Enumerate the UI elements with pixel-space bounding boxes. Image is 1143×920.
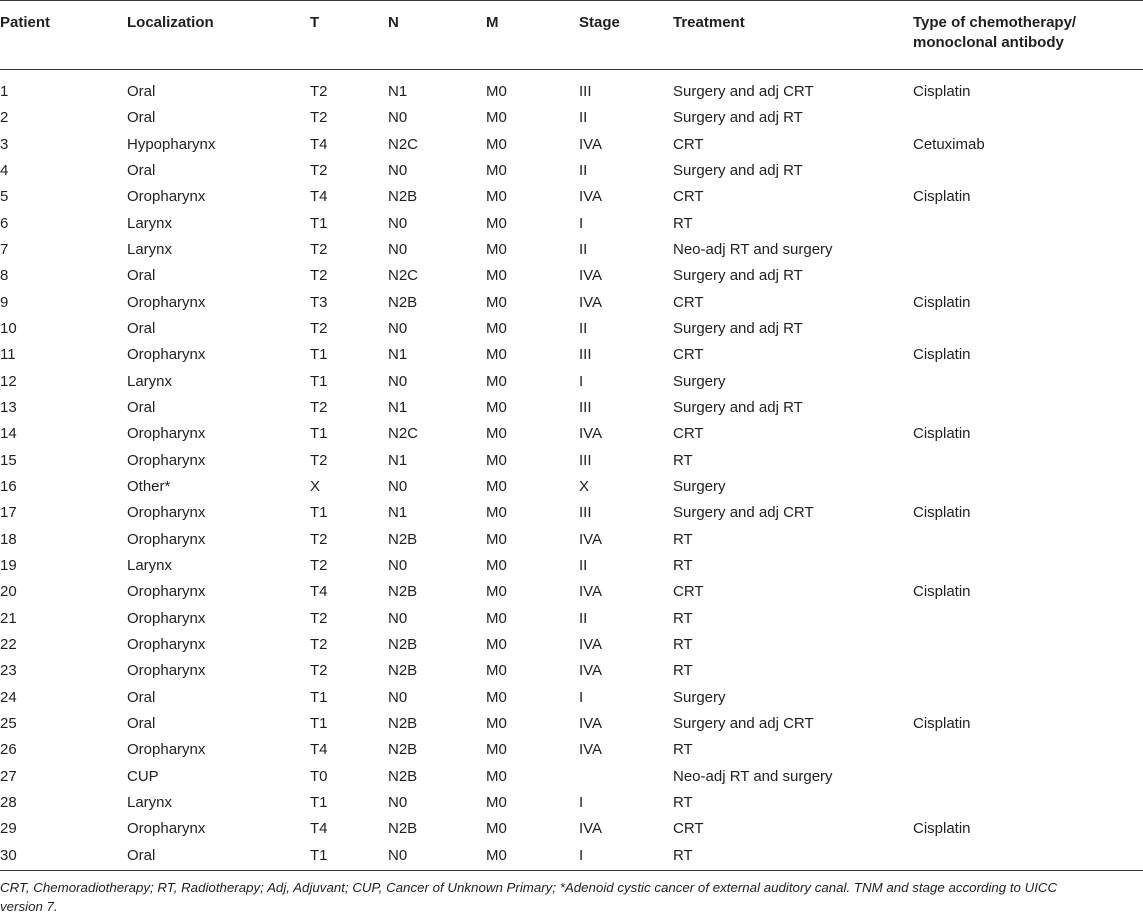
cell-stage: IVA bbox=[579, 530, 603, 548]
cell-localization: Oral bbox=[127, 162, 156, 180]
table-row bbox=[0, 764, 1143, 790]
cell-stage: IVA bbox=[579, 135, 603, 153]
cell-t: T2 bbox=[310, 530, 328, 548]
table-row bbox=[0, 816, 1143, 842]
cell-localization: Larynx bbox=[127, 241, 173, 259]
cell-treatment: RT bbox=[673, 214, 693, 232]
cell-chemotherapy bbox=[913, 606, 1143, 632]
cell-n: N1 bbox=[388, 451, 408, 469]
cell-t: T4 bbox=[310, 135, 328, 153]
cell-stage: II bbox=[579, 241, 588, 259]
cell-chemotherapy: Cetuximab bbox=[913, 135, 985, 153]
cell-patient: 9 bbox=[0, 293, 9, 311]
cell-patient: 4 bbox=[0, 162, 9, 180]
cell-t: T2 bbox=[310, 662, 328, 680]
cell-patient: 29 bbox=[0, 820, 17, 838]
cell-t: T2 bbox=[310, 399, 328, 417]
cell-patient: 1 bbox=[0, 83, 9, 101]
cell-m: M0 bbox=[486, 662, 507, 680]
cell-chemotherapy: Cisplatin bbox=[913, 188, 971, 206]
cell-localization: Oropharynx bbox=[127, 346, 206, 364]
cell-chemotherapy bbox=[913, 369, 1143, 395]
cell-patient: 23 bbox=[0, 662, 17, 680]
cell-stage: I bbox=[579, 214, 584, 232]
cell-chemotherapy bbox=[913, 764, 1143, 790]
cell-n: N2B bbox=[388, 530, 418, 548]
cell-n: N1 bbox=[388, 346, 408, 364]
cell-treatment: Neo-adj RT and surgery bbox=[673, 767, 833, 785]
cell-chemotherapy bbox=[913, 737, 1143, 763]
table-row bbox=[0, 685, 1143, 711]
table-row bbox=[0, 263, 1143, 289]
table-row bbox=[0, 500, 1143, 526]
table-row bbox=[0, 342, 1143, 368]
cell-t: T2 bbox=[310, 451, 328, 469]
cell-localization: Oral bbox=[127, 267, 156, 285]
cell-chemotherapy: Cisplatin bbox=[913, 504, 971, 522]
cell-t: T2 bbox=[310, 241, 328, 259]
table-row bbox=[0, 448, 1143, 474]
cell-t: T4 bbox=[310, 741, 328, 759]
cell-chemotherapy: Cisplatin bbox=[913, 425, 971, 443]
cell-m: M0 bbox=[486, 794, 507, 812]
cell-m: M0 bbox=[486, 372, 507, 390]
cell-localization: Larynx bbox=[127, 557, 173, 575]
cell-patient: 25 bbox=[0, 715, 17, 733]
table-row bbox=[0, 843, 1143, 869]
cell-n: N2B bbox=[388, 741, 418, 759]
cell-localization: Oropharynx bbox=[127, 583, 206, 601]
cell-t: T4 bbox=[310, 188, 328, 206]
table-row bbox=[0, 527, 1143, 553]
table-footnote bbox=[0, 878, 1143, 916]
cell-n: N0 bbox=[388, 688, 408, 706]
cell-localization: Oral bbox=[127, 715, 156, 733]
cell-treatment: Surgery and adj RT bbox=[673, 320, 803, 338]
cell-localization: Oropharynx bbox=[127, 741, 206, 759]
column-header-n: N bbox=[388, 14, 399, 31]
table-row bbox=[0, 69, 1143, 105]
cell-chemotherapy bbox=[913, 685, 1143, 711]
table-row bbox=[0, 237, 1143, 263]
cell-stage: III bbox=[579, 83, 592, 101]
cell-treatment: CRT bbox=[673, 583, 704, 601]
cell-treatment: Surgery and adj CRT bbox=[673, 504, 814, 522]
cell-t: T1 bbox=[310, 346, 328, 364]
cell-patient: 10 bbox=[0, 320, 17, 338]
table-row bbox=[0, 790, 1143, 816]
cell-m: M0 bbox=[486, 346, 507, 364]
cell-patient: 13 bbox=[0, 399, 17, 417]
cell-localization: Oral bbox=[127, 320, 156, 338]
cell-chemotherapy bbox=[913, 158, 1143, 184]
cell-stage: IVA bbox=[579, 188, 603, 206]
cell-n: N2B bbox=[388, 188, 418, 206]
cell-patient: 19 bbox=[0, 557, 17, 575]
cell-m: M0 bbox=[486, 109, 507, 127]
cell-stage: II bbox=[579, 557, 588, 575]
cell-stage: II bbox=[579, 609, 588, 627]
cell-treatment: RT bbox=[673, 557, 693, 575]
cell-n: N1 bbox=[388, 83, 408, 101]
cell-treatment: Surgery bbox=[673, 688, 726, 706]
column-header-t: T bbox=[310, 14, 320, 31]
cell-treatment: Surgery and adj CRT bbox=[673, 83, 814, 101]
cell-n: N2C bbox=[388, 425, 419, 443]
cell-t: T2 bbox=[310, 609, 328, 627]
cell-m: M0 bbox=[486, 478, 507, 496]
cell-n: N0 bbox=[388, 109, 408, 127]
cell-treatment: Surgery and adj RT bbox=[673, 109, 803, 127]
cell-n: N2B bbox=[388, 293, 418, 311]
cell-patient: 8 bbox=[0, 267, 9, 285]
table-row bbox=[0, 290, 1143, 316]
cell-m: M0 bbox=[486, 399, 507, 417]
cell-stage: II bbox=[579, 320, 588, 338]
cell-chemotherapy: Cisplatin bbox=[913, 820, 971, 838]
cell-chemotherapy bbox=[913, 553, 1143, 579]
cell-localization: Oropharynx bbox=[127, 820, 206, 838]
cell-patient: 3 bbox=[0, 135, 9, 153]
cell-treatment: CRT bbox=[673, 188, 704, 206]
cell-treatment: RT bbox=[673, 741, 693, 759]
table-row bbox=[0, 474, 1143, 500]
cell-localization: Oropharynx bbox=[127, 293, 206, 311]
cell-stage: I bbox=[579, 794, 584, 812]
cell-treatment: Surgery and adj CRT bbox=[673, 715, 814, 733]
cell-n: N0 bbox=[388, 241, 408, 259]
table-row bbox=[0, 211, 1143, 237]
cell-treatment: CRT bbox=[673, 425, 704, 443]
cell-m: M0 bbox=[486, 267, 507, 285]
cell-stage bbox=[579, 764, 673, 790]
column-header-m: M bbox=[486, 14, 499, 31]
cell-t: T2 bbox=[310, 267, 328, 285]
cell-chemotherapy bbox=[913, 474, 1143, 500]
cell-n: N0 bbox=[388, 794, 408, 812]
cell-n: N0 bbox=[388, 478, 408, 496]
cell-stage: I bbox=[579, 372, 584, 390]
cell-treatment: RT bbox=[673, 451, 693, 469]
table-row bbox=[0, 132, 1143, 158]
cell-stage: IVA bbox=[579, 293, 603, 311]
column-header-patient: Patient bbox=[0, 14, 51, 31]
cell-t: T1 bbox=[310, 372, 328, 390]
cell-stage: III bbox=[579, 346, 592, 364]
cell-chemotherapy bbox=[913, 263, 1143, 289]
cell-localization: Larynx bbox=[127, 372, 173, 390]
cell-patient: 26 bbox=[0, 741, 17, 759]
table-row bbox=[0, 105, 1143, 131]
cell-t: T0 bbox=[310, 767, 328, 785]
cell-chemotherapy bbox=[913, 527, 1143, 553]
cell-t: T2 bbox=[310, 109, 328, 127]
cell-localization: Oral bbox=[127, 399, 156, 417]
cell-t: T3 bbox=[310, 293, 328, 311]
cell-n: N1 bbox=[388, 399, 408, 417]
cell-m: M0 bbox=[486, 188, 507, 206]
cell-treatment: Surgery and adj RT bbox=[673, 267, 803, 285]
cell-t: T2 bbox=[310, 557, 328, 575]
table-header-row bbox=[0, 0, 1143, 69]
cell-m: M0 bbox=[486, 820, 507, 838]
cell-chemotherapy bbox=[913, 237, 1143, 263]
cell-n: N0 bbox=[388, 162, 408, 180]
cell-treatment: RT bbox=[673, 794, 693, 812]
cell-t: T2 bbox=[310, 83, 328, 101]
cell-patient: 21 bbox=[0, 609, 17, 627]
cell-m: M0 bbox=[486, 214, 507, 232]
cell-t: T1 bbox=[310, 504, 328, 522]
table-row bbox=[0, 737, 1143, 763]
table-row bbox=[0, 395, 1143, 421]
table-body bbox=[0, 69, 1143, 869]
cell-patient: 15 bbox=[0, 451, 17, 469]
cell-t: T1 bbox=[310, 846, 328, 864]
cell-localization: Larynx bbox=[127, 214, 173, 232]
cell-chemotherapy: Cisplatin bbox=[913, 293, 971, 311]
cell-stage: IVA bbox=[579, 425, 603, 443]
cell-t: T1 bbox=[310, 715, 328, 733]
cell-t: T2 bbox=[310, 636, 328, 654]
column-header-chemotherapy bbox=[913, 0, 1143, 69]
cell-treatment: Surgery and adj RT bbox=[673, 399, 803, 417]
cell-treatment: Neo-adj RT and surgery bbox=[673, 241, 833, 259]
cell-treatment: RT bbox=[673, 846, 693, 864]
cell-treatment: CRT bbox=[673, 820, 704, 838]
cell-m: M0 bbox=[486, 741, 507, 759]
cell-stage: X bbox=[579, 478, 590, 496]
cell-t: T4 bbox=[310, 820, 328, 838]
cell-stage: III bbox=[579, 504, 592, 522]
cell-chemotherapy bbox=[913, 658, 1143, 684]
column-header-localization: Localization bbox=[127, 14, 214, 31]
cell-patient: 14 bbox=[0, 425, 17, 443]
cell-t: T1 bbox=[310, 425, 328, 443]
cell-n: N0 bbox=[388, 214, 408, 232]
cell-n: N2B bbox=[388, 767, 418, 785]
cell-treatment: Surgery bbox=[673, 478, 726, 496]
cell-treatment: Surgery and adj RT bbox=[673, 162, 803, 180]
cell-patient: 17 bbox=[0, 504, 17, 522]
cell-stage: II bbox=[579, 109, 588, 127]
cell-t: T1 bbox=[310, 214, 328, 232]
cell-t: T1 bbox=[310, 794, 328, 812]
cell-patient: 18 bbox=[0, 530, 17, 548]
cell-treatment: RT bbox=[673, 636, 693, 654]
table-row bbox=[0, 369, 1143, 395]
cell-m: M0 bbox=[486, 504, 507, 522]
cell-m: M0 bbox=[486, 557, 507, 575]
cell-localization: Oropharynx bbox=[127, 662, 206, 680]
cell-localization: Oral bbox=[127, 109, 156, 127]
cell-n: N2B bbox=[388, 636, 418, 654]
cell-m: M0 bbox=[486, 530, 507, 548]
cell-patient: 11 bbox=[0, 346, 16, 364]
cell-stage: IVA bbox=[579, 583, 603, 601]
cell-localization: Oral bbox=[127, 846, 156, 864]
cell-n: N0 bbox=[388, 846, 408, 864]
footnote-line-2: version 7. bbox=[0, 899, 58, 914]
cell-t: X bbox=[310, 478, 321, 496]
cell-localization: Oropharynx bbox=[127, 530, 206, 548]
cell-localization: Oropharynx bbox=[127, 425, 206, 443]
cell-stage: IVA bbox=[579, 741, 603, 759]
cell-m: M0 bbox=[486, 162, 507, 180]
cell-localization: Oropharynx bbox=[127, 451, 206, 469]
cell-treatment: RT bbox=[673, 530, 693, 548]
cell-m: M0 bbox=[486, 846, 507, 864]
cell-patient: 7 bbox=[0, 241, 9, 259]
cell-localization: Oral bbox=[127, 83, 156, 101]
cell-n: N2B bbox=[388, 715, 418, 733]
cell-stage: III bbox=[579, 451, 592, 469]
cell-n: N2C bbox=[388, 135, 419, 153]
cell-treatment: Surgery bbox=[673, 372, 726, 390]
column-header-chemotherapy-line-1: Type of chemotherapy/ bbox=[913, 14, 1077, 31]
cell-localization: Oropharynx bbox=[127, 188, 206, 206]
cell-treatment: CRT bbox=[673, 346, 704, 364]
cell-m: M0 bbox=[486, 83, 507, 101]
table-bottom-rule bbox=[0, 870, 1143, 871]
cell-t: T1 bbox=[310, 688, 328, 706]
cell-patient: 2 bbox=[0, 109, 9, 127]
cell-n: N2B bbox=[388, 820, 418, 838]
cell-localization: Oropharynx bbox=[127, 636, 206, 654]
table-row bbox=[0, 579, 1143, 605]
cell-m: M0 bbox=[486, 636, 507, 654]
column-header-stage: Stage bbox=[579, 14, 620, 31]
cell-m: M0 bbox=[486, 583, 507, 601]
cell-stage: I bbox=[579, 688, 584, 706]
column-header-treatment: Treatment bbox=[673, 14, 745, 31]
cell-treatment: CRT bbox=[673, 135, 704, 153]
cell-m: M0 bbox=[486, 609, 507, 627]
cell-m: M0 bbox=[486, 767, 507, 785]
cell-patient: 5 bbox=[0, 188, 9, 206]
cell-m: M0 bbox=[486, 451, 507, 469]
cell-stage: I bbox=[579, 846, 584, 864]
cell-n: N2B bbox=[388, 583, 418, 601]
footnote-line-1: CRT, Chemoradiotherapy; RT, Radiotherapy; Adj, Adjuvant; CUP, Cancer of Unknown Primary; *Adenoid cystic cancer of external auditory canal. TNM and stage according to UICC bbox=[0, 880, 1058, 895]
cell-localization: Hypopharynx bbox=[127, 135, 216, 153]
cell-localization: Oropharynx bbox=[127, 504, 206, 522]
cell-n: N0 bbox=[388, 320, 408, 338]
cell-t: T2 bbox=[310, 320, 328, 338]
cell-patient: 24 bbox=[0, 688, 17, 706]
cell-stage: II bbox=[579, 162, 588, 180]
cell-localization: Other* bbox=[127, 478, 171, 496]
cell-chemotherapy bbox=[913, 843, 1143, 869]
table-row bbox=[0, 158, 1143, 184]
cell-stage: IVA bbox=[579, 662, 603, 680]
cell-chemotherapy bbox=[913, 105, 1143, 131]
cell-m: M0 bbox=[486, 715, 507, 733]
cell-stage: III bbox=[579, 399, 592, 417]
cell-treatment: CRT bbox=[673, 293, 704, 311]
cell-m: M0 bbox=[486, 425, 507, 443]
table-row bbox=[0, 553, 1143, 579]
cell-chemotherapy: Cisplatin bbox=[913, 83, 971, 101]
table-row bbox=[0, 184, 1143, 210]
cell-chemotherapy: Cisplatin bbox=[913, 346, 971, 364]
cell-m: M0 bbox=[486, 241, 507, 259]
cell-localization: CUP bbox=[127, 767, 159, 785]
cell-stage: IVA bbox=[579, 636, 603, 654]
table-row bbox=[0, 632, 1143, 658]
cell-m: M0 bbox=[486, 293, 507, 311]
cell-n: N2C bbox=[388, 267, 419, 285]
cell-patient: 6 bbox=[0, 214, 9, 232]
cell-chemotherapy bbox=[913, 448, 1143, 474]
cell-n: N2B bbox=[388, 662, 418, 680]
cell-patient: 22 bbox=[0, 636, 17, 654]
cell-m: M0 bbox=[486, 135, 507, 153]
cell-patient: 27 bbox=[0, 767, 17, 785]
table-row bbox=[0, 316, 1143, 342]
cell-stage: IVA bbox=[579, 820, 603, 838]
cell-t: T4 bbox=[310, 583, 328, 601]
cell-patient: 20 bbox=[0, 583, 17, 601]
cell-treatment: RT bbox=[673, 609, 693, 627]
cell-patient: 12 bbox=[0, 372, 17, 390]
table-row bbox=[0, 658, 1143, 684]
table-row bbox=[0, 421, 1143, 447]
cell-treatment: RT bbox=[673, 662, 693, 680]
cell-stage: IVA bbox=[579, 267, 603, 285]
cell-chemotherapy bbox=[913, 211, 1143, 237]
cell-chemotherapy: Cisplatin bbox=[913, 583, 971, 601]
cell-stage: IVA bbox=[579, 715, 603, 733]
cell-localization: Oral bbox=[127, 688, 156, 706]
cell-patient: 30 bbox=[0, 846, 17, 864]
cell-chemotherapy bbox=[913, 790, 1143, 816]
cell-n: N0 bbox=[388, 557, 408, 575]
cell-chemotherapy: Cisplatin bbox=[913, 715, 971, 733]
column-header-chemotherapy-line-2: monoclonal antibody bbox=[913, 34, 1064, 51]
cell-localization: Oropharynx bbox=[127, 609, 206, 627]
cell-t: T2 bbox=[310, 162, 328, 180]
cell-patient: 28 bbox=[0, 794, 17, 812]
table-row bbox=[0, 711, 1143, 737]
cell-m: M0 bbox=[486, 320, 507, 338]
cell-chemotherapy bbox=[913, 632, 1143, 658]
cell-m: M0 bbox=[486, 688, 507, 706]
cell-chemotherapy bbox=[913, 316, 1143, 342]
cell-n: N0 bbox=[388, 609, 408, 627]
cell-n: N0 bbox=[388, 372, 408, 390]
cell-patient: 16 bbox=[0, 478, 17, 496]
cell-chemotherapy bbox=[913, 395, 1143, 421]
cell-n: N1 bbox=[388, 504, 408, 522]
table-row bbox=[0, 606, 1143, 632]
cell-localization: Larynx bbox=[127, 794, 173, 812]
